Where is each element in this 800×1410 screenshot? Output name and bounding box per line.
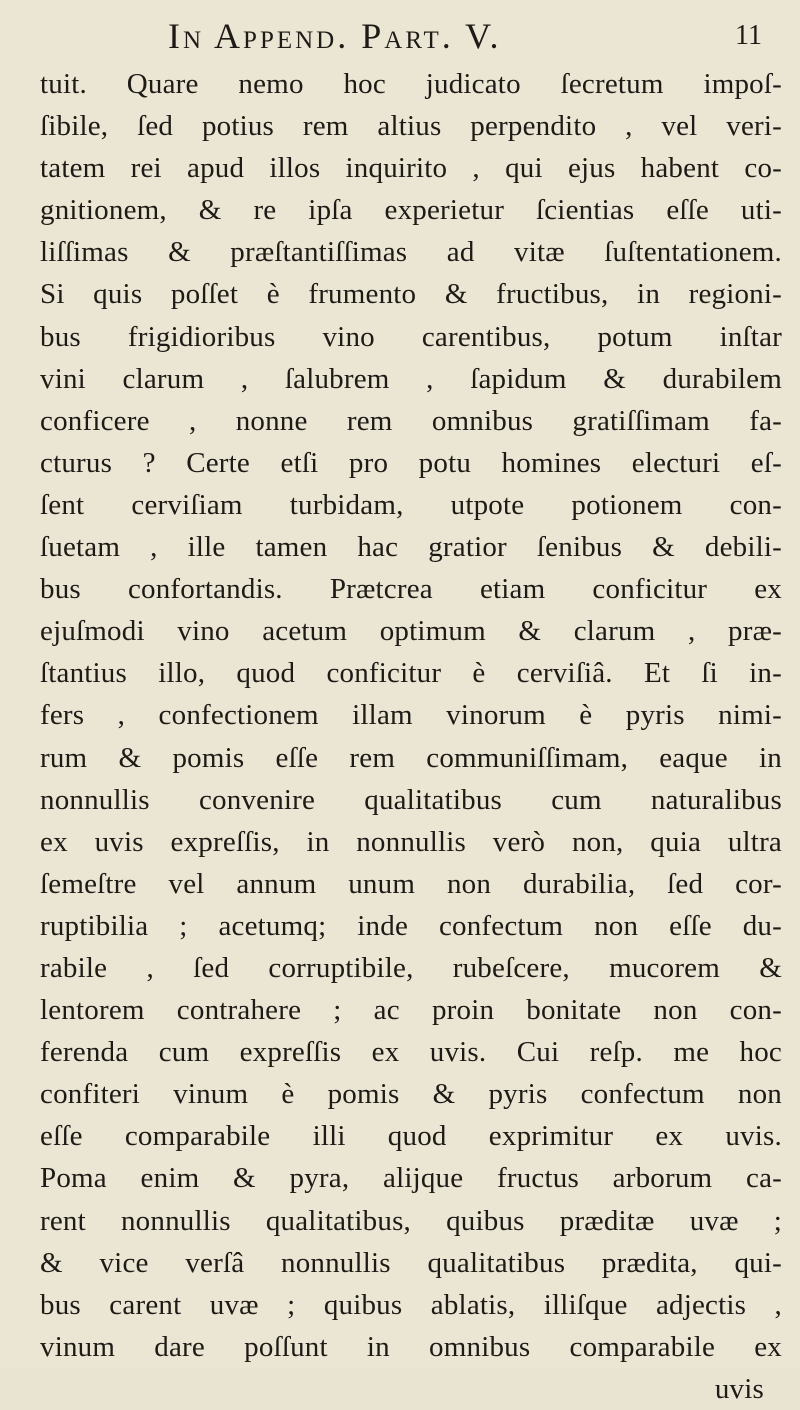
text-line: bus frigidioribus vino carentibus, potum inſtar	[40, 320, 782, 353]
text-line: conficere , nonne rem omnibus gratiſſimam fa-	[40, 404, 782, 437]
text-line: Poma enim & pyra, alijque fructus arborum ca-	[40, 1162, 782, 1195]
text-line: liſſimas & præſtantiſſimas ad vitæ ſuſtentationem.	[40, 236, 782, 269]
text-line: ruptibilia ; acetumq; inde confectum non eſſe du-	[40, 909, 782, 942]
running-head	[0, 16, 800, 56]
text-line: vini clarum , ſalubrem , ſapidum & durabilem	[40, 362, 782, 395]
text-line: rum & pomis eſſe rem communiſſimam, eaque in	[40, 741, 782, 774]
text-line: ejuſmodi vino acetum optimum & clarum , præ-	[40, 615, 782, 648]
page-number: 11	[735, 20, 762, 51]
text-line: bus confortandis. Prætcrea etiam conficitur ex	[40, 573, 782, 606]
body-text	[40, 63, 782, 1410]
text-line: cturus ? Certe etſi pro potu homines electuri eſ-	[40, 446, 782, 479]
text-line: bus carent uvæ ; quibus ablatis, illiſque adjectis ,	[40, 1288, 782, 1321]
text-line: ſemeſtre vel annum unum non durabilia, ſed cor-	[40, 867, 782, 900]
text-line: tuit. Quare nemo hoc judicato ſecretum impoſ-	[40, 68, 782, 100]
text-line: rent nonnullis qualitatibus, quibus præditæ uvæ ;	[40, 1204, 782, 1237]
catchword: uvis	[714, 1372, 764, 1405]
text-line: confiteri vinum è pomis & pyris confectum non	[40, 1078, 782, 1111]
text-line: tatem rei apud illos inquirito , qui ejus habent co-	[40, 152, 782, 185]
text-line: ſtantius illo, quod conficitur è cerviſiâ. Et ſi in-	[40, 657, 782, 690]
text-line: ex uvis expreſſis, in nonnullis verò non, quia ultra	[40, 825, 782, 858]
text-line: eſſe comparabile illi quod exprimitur ex uvis.	[40, 1120, 782, 1153]
text-line: fers , confectionem illam vinorum è pyris nimi-	[40, 699, 782, 732]
text-line: lentorem contrahere ; ac proin bonitate non con-	[40, 994, 782, 1027]
text-line: & vice verſâ nonnullis qualitatibus prædita, qui-	[40, 1246, 782, 1279]
text-line: ſibile, ſed potius rem altius perpendito , vel veri-	[40, 110, 782, 143]
text-line: ferenda cum expreſſis ex uvis. Cui reſp. me hoc	[40, 1036, 782, 1069]
text-line: rabile , ſed corruptibile, rubeſcere, mucorem &	[40, 951, 782, 984]
text-line: ſent cerviſiam turbidam, utpote potionem con-	[40, 488, 782, 521]
running-head-title: In Append. Part. V.	[168, 16, 502, 56]
text-line: vinum dare poſſunt in omnibus comparabile ex	[40, 1330, 782, 1363]
text-line: nonnullis convenire qualitatibus cum naturalibus	[40, 783, 782, 816]
text-line: Si quis poſſet è frumento & fructibus, in regioni-	[40, 278, 782, 311]
text-line: ſuetam , ille tamen hac gratior ſenibus & debili-	[40, 531, 782, 564]
text-line: gnitionem, & re ipſa experietur ſcientias eſſe uti-	[40, 194, 782, 227]
